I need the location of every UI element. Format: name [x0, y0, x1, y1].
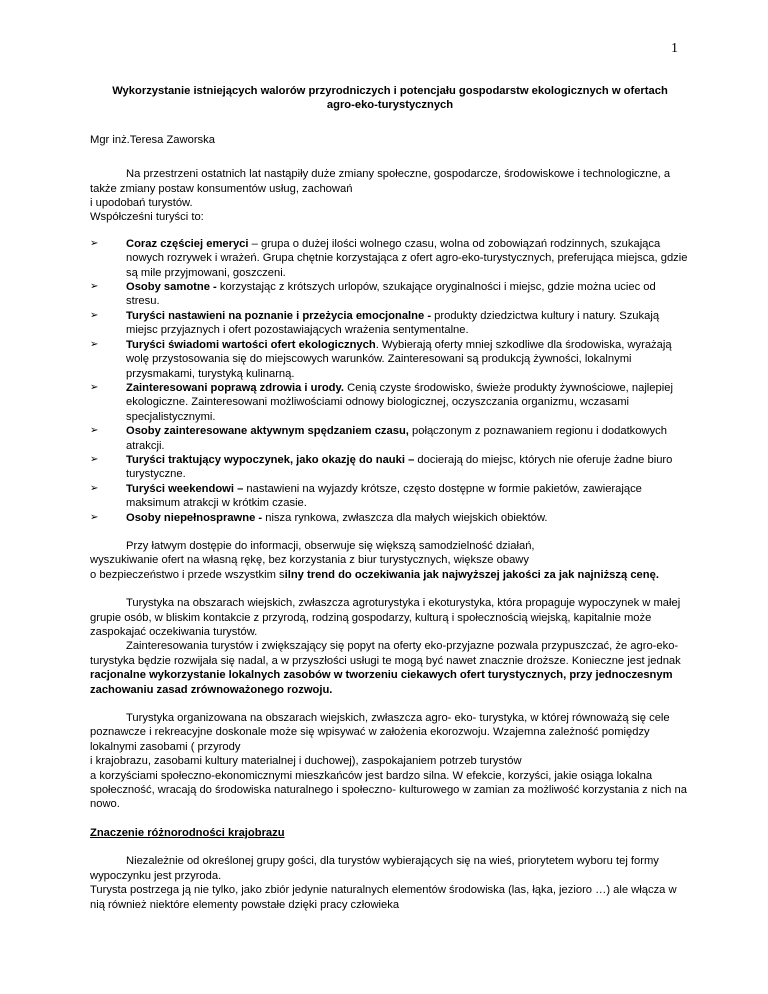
intro-paragraph	[90, 167, 690, 196]
title-line-1: Wykorzystanie istniejących walorów przyrodniczych i potencjału gospodarstw ekologicznych w ofertach	[112, 85, 668, 97]
paragraph-eco-demand	[90, 639, 690, 697]
arrowhead-bullet-icon: ➢	[90, 511, 99, 523]
paragraph-independence-line-2: wyszukiwanie ofert na własną rękę, bez korzystania z biur turystycznych, większe obawy	[90, 554, 529, 567]
list-item-text: docierają do miejsc, których nie oferuje żadne biuro turystyczne.	[126, 453, 673, 481]
list-item	[90, 338, 690, 381]
list-item	[90, 237, 690, 280]
list-item-text: nastawieni na wyjazdy krótsze, często dostępne w formie pakietów, zawierające maksimum atrakcji w krótkim czasie.	[126, 482, 642, 510]
list-item-bold: Turyści traktujący wypoczynek, jako okazję do nauki –	[126, 453, 415, 466]
list-item-bold: Turyści świadomi wartości ofert ekologicznych	[126, 338, 376, 351]
paragraph-rural-tourism: Turystyka na obszarach wiejskich, zwłaszcza agroturystyka i ekoturystyka, która propaguje wypoczynek w małej grupie osób, w bliskim kontakcie z przyrodą, rodziną gospodarzy, kulturą i społecznością wiejską, kapitalnie może zaspokajać oczekiwania turystów.	[90, 597, 681, 638]
arrowhead-bullet-icon: ➢	[90, 482, 99, 494]
document-body	[90, 84, 690, 912]
list-item	[90, 482, 690, 511]
list-item	[90, 511, 690, 525]
paragraph-ecodevelopment-line-2: i krajobrazu, zasobami kultury materialnej i duchowej), zaspokajaniem potrzeb turystów	[90, 755, 522, 768]
intro-line-3: Współcześni turyści to:	[90, 211, 204, 224]
page-number: 1	[671, 41, 678, 56]
paragraph-independence-line-3	[90, 568, 690, 582]
list-item-bold: Osoby samotne -	[126, 281, 217, 294]
section-heading: Znaczenie różnorodności krajobrazu	[90, 826, 285, 839]
list-item-text: połączonym z poznawaniem regionu i dodatkowych atrakcji.	[126, 425, 667, 452]
para4-text: Zainteresowania turystów i zwiększający się popyt na oferty eko-przyjazne pozwala przypuszczać, że agro-eko-turystyka będzie rozwijała się nadal, a w przyszłości usługi te mogą być nawet znacznie droższe. Konieczne jest jednak	[90, 640, 681, 667]
paragraph-landscape-line-2: Turysta postrzega ją nie tylko, jako zbiór jedynie naturalnych elementów środowiska (las, łąka, jezioro …) ale włącza w nią również niektóre elementy powstałe dzięki pracy człowieka	[90, 884, 677, 911]
document-title	[90, 84, 690, 113]
paragraph-ecodevelopment-line-3: a korzyściami społeczno-ekonomicznymi mieszkańców jest bardzo silna. W efekcie, korzyści, jakie osiąga lokalna społeczność, wracają do środowiska naturalnego i społeczno- kulturowego w zamian za możliwość korzystania z nich na nowo.	[90, 769, 687, 811]
list-item-bold: Osoby zainteresowane aktywnym spędzaniem czasu,	[126, 425, 409, 438]
arrowhead-bullet-icon: ➢	[90, 309, 99, 321]
para2-bold: ilny trend do oczekiwania jak najwyższej jakości za jak najniższą cenę.	[284, 568, 659, 581]
list-item	[90, 424, 690, 453]
title-line-2: agro-eko-turystycznych	[326, 99, 454, 112]
list-item-text: korzystając z krótszych urlopów, szukające oryginalności i miejsc, gdzie można uciec od stresu.	[126, 281, 656, 308]
paragraph-ecodevelopment-line-1: Turystyka organizowana na obszarach wiejskich, zwłaszcza agro- eko- turystyka, w której równoważą się cele poznawcze i rekreacyjne doskonale może się wpisywać w założenia ekorozwoju. Wzajemna zależność pomiędzy lokalnymi zasobami ( przyrody	[90, 712, 670, 753]
list-item	[90, 453, 690, 482]
list-item-bold: Turyści nastawieni na poznanie i przeżycia emocjonalne -	[126, 309, 432, 322]
list-item	[90, 381, 690, 424]
arrowhead-bullet-icon: ➢	[90, 338, 99, 350]
list-item-bold: Turyści weekendowi –	[126, 482, 244, 495]
arrowhead-bullet-icon: ➢	[90, 453, 99, 465]
paragraph-landscape-line-1: Niezależnie od określonej grupy gości, dla turystów wybierających się na wieś, priorytetem wyboru tej formy wypoczynku jest przyroda.	[90, 855, 659, 882]
list-item-bold: Osoby niepełnosprawne -	[126, 511, 263, 524]
list-item-text: produkty dziedzictwa kultury i natury. Szukają miejsc przyjaznych i ofert pozostawiających wrażenia sentymentalne.	[126, 309, 660, 337]
list-item-text: Cenią czyste środowisko, świeże produkty żywnościowe, najlepiej ekologiczne. Zainteresowani możliwościami odnowy biologicznej, oczyszczania organizmu, wczasami specjalistycznymi.	[126, 381, 673, 423]
arrowhead-bullet-icon: ➢	[90, 381, 99, 393]
list-item	[90, 309, 690, 338]
list-item-text: . Wybierają oferty mniej szkodliwe dla środowiska, wyrażają wolę przystosowania się do miejscowych warunków. Zainteresowani są produkcją żywności, lokalnymi przysmakami, turystyką kulinarną.	[126, 338, 672, 380]
para4-bold: racjonalne wykorzystanie lokalnych zasobów w tworzeniu ciekawych ofert turystycznych, przy jednoczesnym zachowaniu zasad zrównoważonego rozwoju.	[90, 669, 673, 696]
para2-text: o bezpieczeństwo i przede wszystkim s	[90, 568, 285, 581]
intro-line-2: i upodobań turystów.	[90, 197, 193, 210]
list-item	[90, 280, 690, 309]
intro-line-1: Na przestrzeni ostatnich lat nastąpiły duże zmiany społeczne, gospodarcze, środowiskowe i technologiczne, a także zmiany postaw konsumentów usług, zachowań	[90, 168, 671, 195]
list-item-text: nisza rynkowa, zwłaszcza dla małych wiejskich obiektów.	[262, 511, 548, 524]
tourist-types-list	[90, 237, 690, 525]
paragraph-independence-line-1: Przy łatwym dostępie do informacji, obserwuje się większą samodzielność działań,	[126, 539, 535, 552]
author: Mgr inż.Teresa Zaworska	[90, 133, 215, 146]
list-item-bold: Coraz częściej emeryci	[126, 237, 249, 250]
arrowhead-bullet-icon: ➢	[90, 281, 99, 293]
arrowhead-bullet-icon: ➢	[90, 425, 99, 437]
list-item-text: – grupa o dużej ilości wolnego czasu, wolna od zobowiązań rodzinnych, szukająca nowych rozrywek i wrażeń. Grupa chętnie korzystająca z ofert agro-eko-turystycznych, preferująca miejsca, gdzie są mile przyjmowani, goszczeni.	[126, 237, 688, 279]
list-item-bold: Zainteresowani poprawą zdrowia i urody.	[126, 381, 344, 394]
arrowhead-bullet-icon: ➢	[90, 237, 99, 249]
